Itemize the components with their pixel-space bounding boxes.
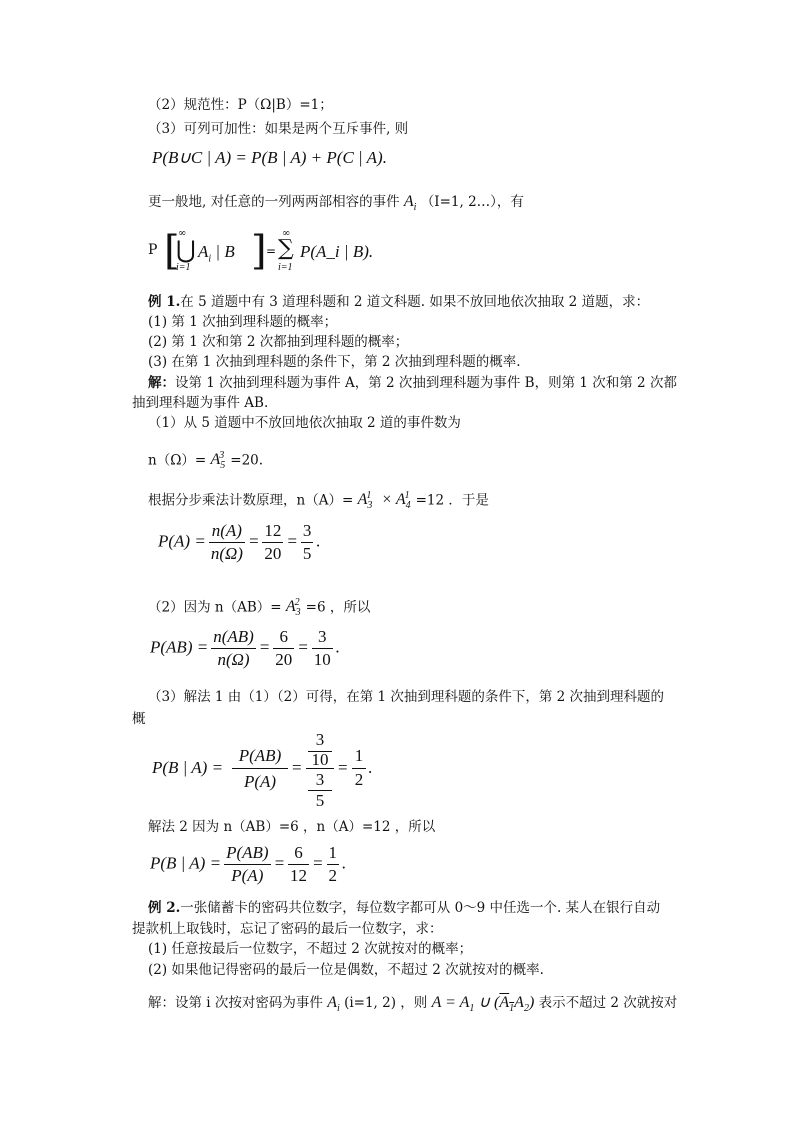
example-2-solution: 解：设第 i 次按对密码为事件 $A_i$ (i=1, 2) ，则 $A = A_1$ ∪ $(A_1A_2)$ 表示不超过 2 次就按对 xyxy=(148,994,678,1015)
formula-PBA-1: P(B | A) = P(AB) P(A) = 3 10 3 5 = 1 2 . xyxy=(152,730,373,810)
example-1: 例 1.在 5 道题中有 3 道理科题和 2 道文科题. 如果不放回地依次抽取 2 道题，求： xyxy=(148,294,650,310)
example-1-q3: (3) 在第 1 次抽到理科题的条件下，第 2 次抽到理科题的概率. xyxy=(148,354,521,370)
property-additivity: （3）可列可加性：如果是两个互斥事件, 则 xyxy=(148,121,409,137)
omega-count: $n(\Omega)= A_5^3 =20$. xyxy=(148,450,264,472)
general-statement: 更一般地, 对任意的一列两两部相容的事件 $A_i$ （I=1, 2…），有 xyxy=(148,193,524,214)
example-2: 例 2.一张储蓄卡的密码共位数字，每位数字都可从 0～9 中任选一个. 某人在银行自动 xyxy=(148,900,661,916)
solution-step-3b: 概 xyxy=(132,711,146,727)
solution-step-3: （3）解法 1 由（1）（2）可得，在第 1 次抽到理科题的条件下，第 2 次抽到理科题的 xyxy=(148,689,665,705)
example-1-q1: (1) 第 1 次抽到理科题的概率； xyxy=(148,314,338,330)
property-normality: （2）规范性：P（Ω|B）=1； xyxy=(148,97,333,113)
AB-count: （2）因为 $n(AB)= A_3^2 =6$ ，所以 xyxy=(148,597,371,619)
solution-method-2: 解法 2 因为 n（AB）=6 ，n（A）=12 ，所以 xyxy=(148,819,436,835)
formula-PAB: P(AB) = $\frac{n(AB)}{n(\Omega)}$ = $\frac{6}{20}$ = $\frac{3}{10}$ . xyxy=(150,627,341,669)
A-count: 根据分步乘法计数原理，$n(A)= A_3^1 \times A_4^1 =12$ ．于是 xyxy=(148,490,489,512)
formula-PBA-2: P(B | A) = $\frac{P(AB)}{P(A)}$ = $\frac{6}{12}$ = $\frac{1}{2}$ . xyxy=(150,843,347,885)
example-2-q2: (2) 如果他记得密码的最后一位是偶数，不超过 2 次就按对的概率. xyxy=(148,962,544,978)
example-2-q1: (1) 任意按最后一位数字，不超过 2 次就按对的概率； xyxy=(148,941,473,957)
example-1-q2: (2) 第 1 次和第 2 次都抽到理科题的概率； xyxy=(148,334,409,350)
solution-intro: 解：设第 1 次抽到理科题为事件 A，第 2 次抽到理科题为事件 B，则第 1 次和第 2 次都 xyxy=(148,375,677,391)
solution-step-1: （1）从 5 道题中不放回地依次抽取 2 道的事件数为 xyxy=(148,415,461,431)
formula-countable-additivity: P [ ∞ ⋃ i=1 $A_i$ | B ] = ∞ ∑ i=1 P(A_i | B). xyxy=(148,228,374,274)
example-2-line2: 提款机上取钱时，忘记了密码的最后一位数字，求： xyxy=(132,921,443,937)
formula-PA: P(A) = $\frac{n(A)}{n(\Omega)}$ = $\frac{12}{20}$ = $\frac{3}{5}$ . xyxy=(158,521,321,563)
formula-additivity: P(B∪C | A) = P(B | A) + P(C | A). xyxy=(152,148,387,167)
solution-intro-2: 抽到理科题为事件 AB. xyxy=(132,395,269,411)
